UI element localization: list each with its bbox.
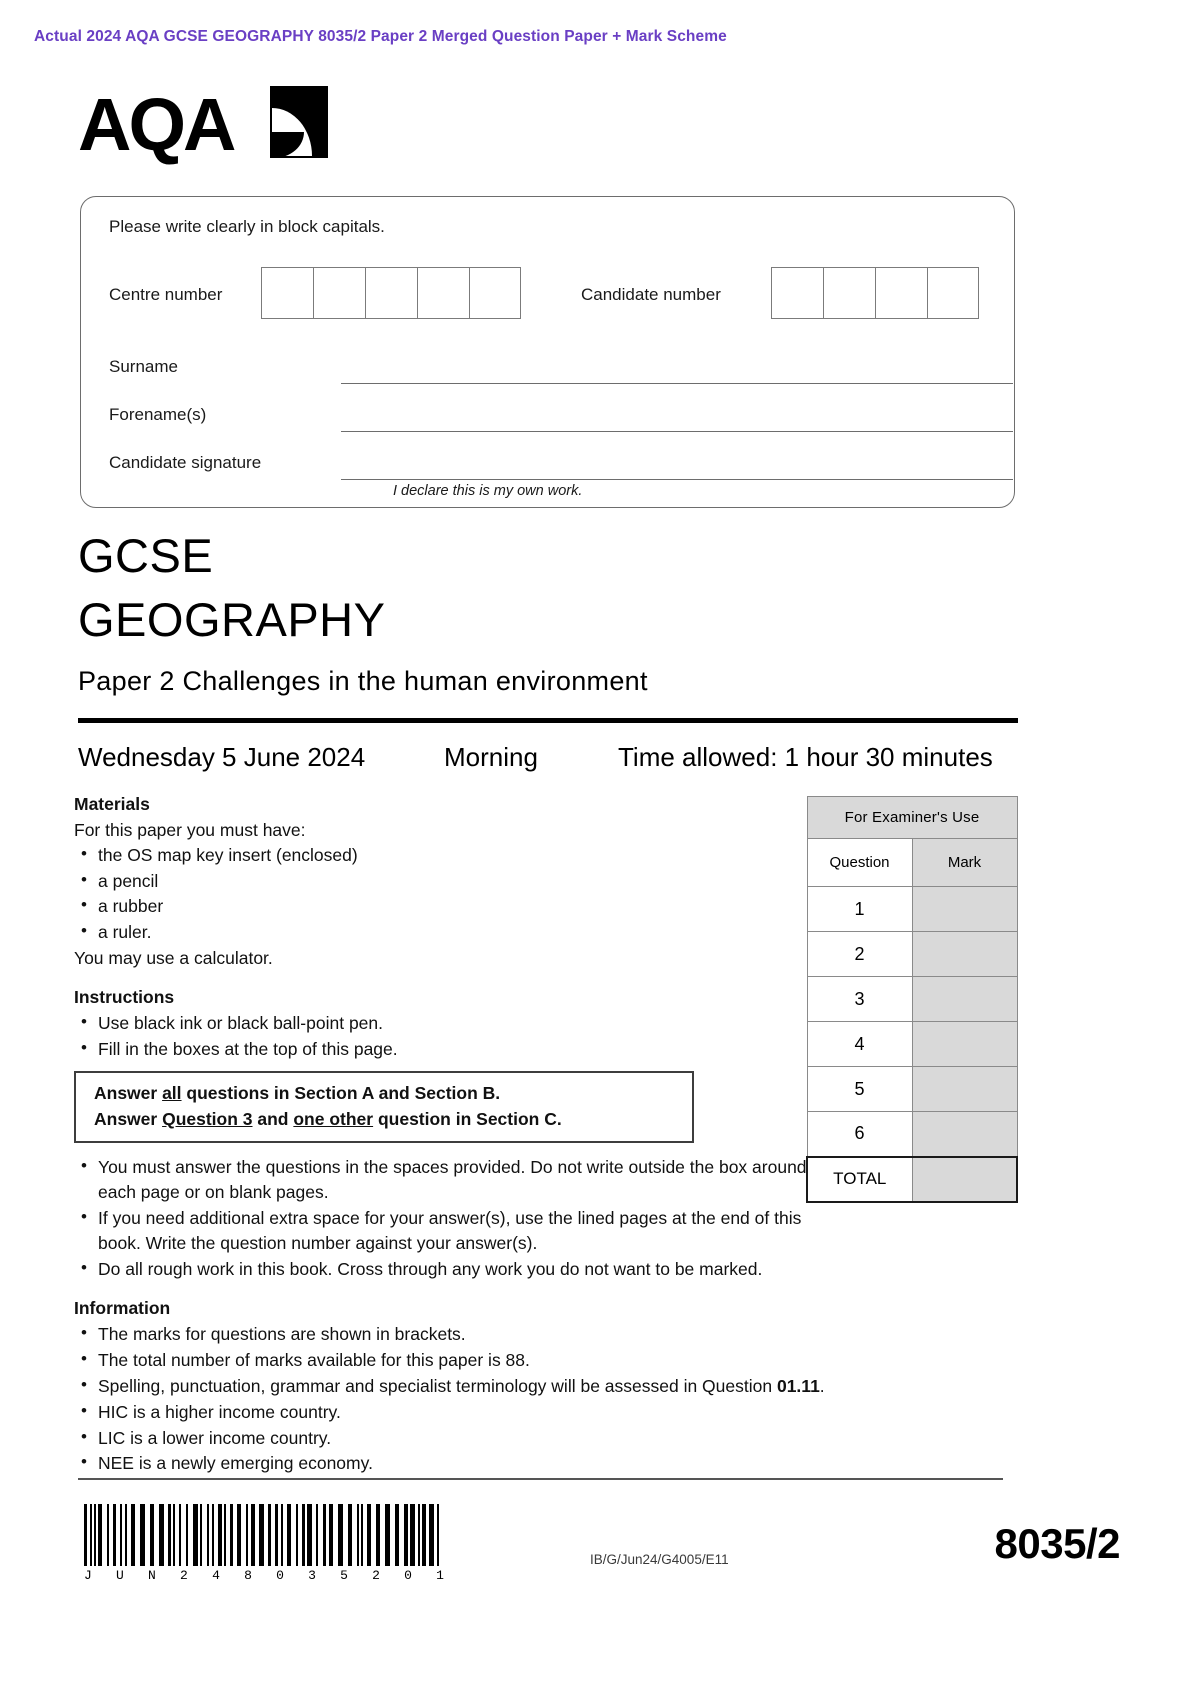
- list-item: • Fill in the boxes at the top of this page.: [74, 1037, 814, 1062]
- column-header-mark: Mark: [912, 839, 1017, 887]
- barcode-digit: 4: [212, 1568, 220, 1583]
- forenames-label: Forename(s): [109, 405, 207, 424]
- question-number: 3: [807, 977, 912, 1022]
- information-list-wrap: [74, 1322, 834, 1476]
- materials-list: [74, 843, 814, 945]
- table-row: [807, 977, 1017, 1022]
- question-number: 6: [807, 1112, 912, 1157]
- answer-box-l2-mid: and: [252, 1108, 294, 1129]
- mark-cell[interactable]: [912, 932, 1017, 977]
- answer-box-l1-underline: all: [162, 1083, 182, 1104]
- paper-front-content: [74, 792, 825, 1477]
- answer-box-line-1: [94, 1081, 676, 1106]
- aqa-logo: [78, 82, 328, 168]
- surname-label: Surname: [109, 357, 178, 376]
- list-item: • Do all rough work in this book. Cross through any work you do not want to be marked.: [74, 1257, 834, 1282]
- list-item: • the OS map key insert (enclosed): [74, 843, 814, 868]
- centre-number-label: Centre number: [109, 285, 223, 304]
- barcode-digit: 0: [276, 1568, 284, 1583]
- table-row: [807, 839, 1017, 887]
- mark-cell[interactable]: [912, 1067, 1017, 1112]
- list-item: • a rubber: [74, 894, 814, 919]
- answer-box-l2-a: Answer: [94, 1108, 163, 1129]
- centre-number-cell[interactable]: [261, 267, 313, 319]
- barcode-digit: 5: [340, 1568, 348, 1583]
- barcode-digit: 8: [244, 1568, 252, 1583]
- document-header-title: Actual 2024 AQA GCSE GEOGRAPHY 8035/2 Paper 2 Merged Question Paper + Mark Scheme: [34, 28, 727, 45]
- answer-box-l2-underline-1: Question 3: [162, 1108, 253, 1129]
- mark-cell[interactable]: [912, 1022, 1017, 1067]
- question-number: 2: [807, 932, 912, 977]
- barcode-digit: U: [116, 1568, 124, 1583]
- information-list: [74, 1322, 834, 1476]
- table-row-total: [807, 1157, 1017, 1202]
- information-heading: Information: [74, 1298, 171, 1319]
- declaration-text: I declare this is my own work.: [393, 483, 583, 499]
- title-divider: [78, 718, 1018, 723]
- barcode-digit: J: [84, 1568, 92, 1583]
- paper-title: Paper 2 Challenges in the human environment: [78, 666, 648, 696]
- centre-number-cell[interactable]: [365, 267, 417, 319]
- candidate-number-cell[interactable]: [927, 267, 979, 319]
- spag-text: Spelling, punctuation, grammar and specialist terminology will be assessed in Question 01.11.: [98, 1375, 825, 1396]
- mark-cell[interactable]: [912, 977, 1017, 1022]
- question-number: 1: [807, 887, 912, 932]
- barcode-digit: 3: [308, 1568, 316, 1583]
- footer-divider: [78, 1478, 1003, 1480]
- exam-time-allowed: Time allowed: 1 hour 30 minutes: [618, 742, 993, 772]
- block-capitals-instruction: Please write clearly in block capitals.: [109, 217, 385, 236]
- mark-cell[interactable]: [912, 887, 1017, 932]
- aqa-logo-text: AQA: [78, 83, 234, 166]
- forenames-row: [109, 397, 999, 445]
- list-item: • a pencil: [74, 869, 814, 894]
- candidate-number-cell[interactable]: [823, 267, 875, 319]
- examiner-table-title: For Examiner's Use: [807, 797, 1017, 839]
- paper-code: 8035/2: [994, 1520, 1120, 1567]
- centre-number-input[interactable]: [261, 267, 521, 319]
- question-number: 4: [807, 1022, 912, 1067]
- total-mark-cell[interactable]: [912, 1157, 1017, 1202]
- table-row: [807, 887, 1017, 932]
- candidate-number-input[interactable]: [771, 267, 979, 319]
- barcode-digit: 2: [180, 1568, 188, 1583]
- subject-title: GEOGRAPHY: [78, 593, 386, 646]
- list-item: • Use black ink or black ball-point pen.: [74, 1011, 814, 1036]
- answer-requirements-box: [74, 1071, 694, 1143]
- answer-box-l1-a: Answer: [94, 1083, 163, 1104]
- table-row: [807, 1022, 1017, 1067]
- table-row: [807, 1067, 1017, 1112]
- barcode-digit: 0: [404, 1568, 412, 1583]
- list-item: • You must answer the questions in the spaces provided. Do not write outside the box around each page or on blank pages.: [74, 1155, 834, 1205]
- exam-details-row: [78, 742, 1018, 782]
- total-label: TOTAL: [807, 1157, 912, 1202]
- qualification-title: GCSE: [78, 529, 214, 582]
- instructions-list-bottom: [74, 1155, 834, 1281]
- centre-number-cell[interactable]: [313, 267, 365, 319]
- list-item: • NEE is a newly emerging economy.: [74, 1451, 834, 1476]
- answer-box-l2-underline-2: one other: [293, 1108, 374, 1129]
- answer-box-l1-b: questions in Section A and Section B.: [181, 1083, 501, 1104]
- list-item: • The total number of marks available for this paper is 88.: [74, 1348, 834, 1373]
- barcode: [84, 1504, 444, 1566]
- mark-cell[interactable]: [912, 1112, 1017, 1157]
- column-header-question: Question: [807, 839, 912, 887]
- list-item: [74, 1374, 834, 1399]
- table-row: [807, 1112, 1017, 1157]
- materials-heading: Materials: [74, 794, 150, 814]
- surname-row: [109, 349, 999, 397]
- barcode-digits: [84, 1568, 444, 1583]
- instructions-list-top: [74, 1011, 814, 1062]
- candidate-number-cell[interactable]: [771, 267, 823, 319]
- candidate-number-label: Candidate number: [581, 285, 721, 304]
- exam-date: Wednesday 5 June 2024: [78, 742, 366, 772]
- for-examiners-use-table: [806, 796, 1018, 1203]
- calculator-note: You may use a calculator.: [74, 948, 273, 969]
- table-row: [807, 932, 1017, 977]
- candidate-signature-input[interactable]: [341, 479, 1013, 480]
- aqa-leaf-icon: [270, 86, 328, 158]
- barcode-digit: N: [148, 1568, 156, 1583]
- forenames-input[interactable]: [341, 431, 1013, 432]
- question-number: 5: [807, 1067, 912, 1112]
- candidate-details-box: [80, 196, 1015, 508]
- instructions-heading: Instructions: [74, 986, 175, 1007]
- exam-session: Morning: [444, 742, 538, 772]
- candidate-signature-label: Candidate signature: [109, 453, 262, 472]
- centre-number-cell[interactable]: [469, 267, 521, 319]
- instructions-list-bottom-wrap: [74, 1155, 834, 1281]
- document-reference-code: IB/G/Jun24/G4005/E11: [590, 1552, 729, 1567]
- list-item: • If you need additional extra space for your answer(s), use the lined pages at the end of this book. Write the question number against your answer(s).: [74, 1206, 834, 1256]
- materials-intro: For this paper you must have:: [74, 819, 306, 840]
- centre-number-cell[interactable]: [417, 267, 469, 319]
- number-fields-row: [81, 267, 1014, 323]
- spag-question-number: 01.11: [776, 1375, 820, 1396]
- list-item: • HIC is a higher income country.: [74, 1400, 834, 1425]
- table-row: [807, 797, 1017, 839]
- list-item: • a ruler.: [74, 920, 814, 945]
- barcode-gap: [439, 1504, 444, 1566]
- candidate-number-cell[interactable]: [875, 267, 927, 319]
- answer-box-line-2: [94, 1107, 676, 1132]
- barcode-digit: 2: [372, 1568, 380, 1583]
- list-item: • The marks for questions are shown in brackets.: [74, 1322, 834, 1347]
- barcode-digit: 1: [436, 1568, 444, 1583]
- list-item: • LIC is a lower income country.: [74, 1426, 834, 1451]
- surname-input[interactable]: [341, 383, 1013, 384]
- answer-box-l2-b: question in Section C.: [373, 1108, 562, 1129]
